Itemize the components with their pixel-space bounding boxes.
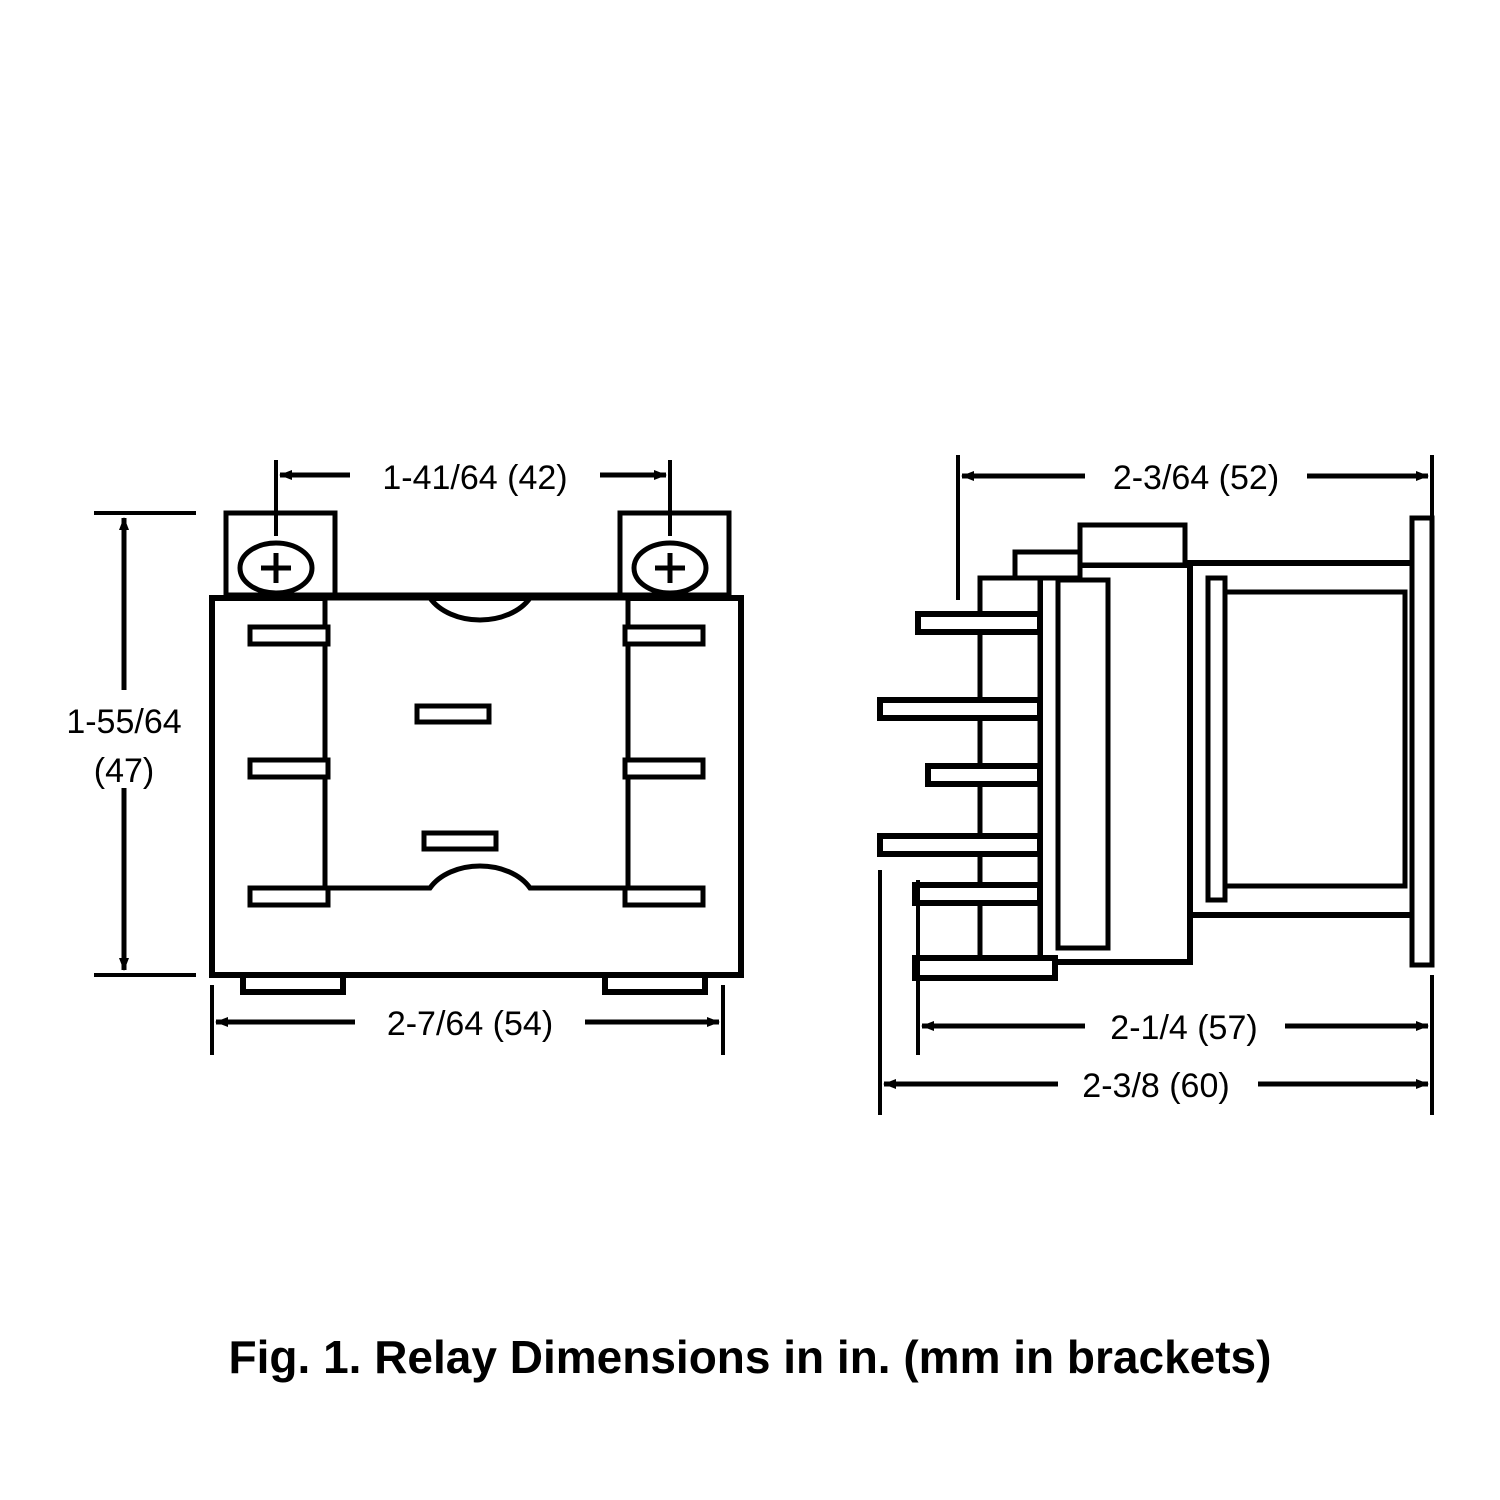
side-top-shoulder bbox=[1015, 552, 1080, 578]
side-cover-outer-edge bbox=[1412, 518, 1432, 965]
side-body-inner-rib bbox=[1058, 580, 1108, 948]
front-top-width-label: 1-41/64 (42) bbox=[382, 459, 568, 497]
front-terminal-slot bbox=[250, 627, 328, 644]
side-terminal-pin bbox=[880, 700, 1040, 718]
side-terminal-pin bbox=[918, 614, 1040, 632]
front-right-foot bbox=[605, 975, 705, 992]
front-terminal-slot bbox=[625, 627, 703, 644]
side-inner-depth-label: 2-1/4 (57) bbox=[1110, 1009, 1258, 1047]
side-terminal-pin bbox=[928, 766, 1040, 784]
side-view-group bbox=[880, 455, 1432, 1115]
front-terminal-slot bbox=[250, 888, 328, 905]
front-height-label: 1-55/64 bbox=[66, 703, 182, 741]
side-terminal-pin bbox=[915, 958, 1055, 978]
front-height-label-mm: (47) bbox=[93, 752, 155, 790]
front-terminal-slot bbox=[625, 888, 703, 905]
side-terminal-pin bbox=[880, 836, 1040, 854]
side-cover-inner-left-rib bbox=[1208, 578, 1225, 900]
front-left-foot bbox=[243, 975, 343, 992]
side-terminal-pin bbox=[915, 885, 1040, 903]
side-outer-depth-label: 2-3/8 (60) bbox=[1082, 1067, 1230, 1105]
front-view-group bbox=[45, 455, 741, 1055]
side-cover-inner-panel bbox=[1225, 592, 1405, 886]
figure-caption: Fig. 1. Relay Dimensions in in. (mm in brackets) bbox=[228, 1331, 1272, 1383]
side-top-width-label: 2-3/64 (52) bbox=[1112, 459, 1280, 497]
front-center-slot bbox=[417, 706, 489, 722]
front-terminal-slot bbox=[625, 760, 703, 777]
front-bottom-width-label: 2-7/64 (54) bbox=[386, 1005, 554, 1043]
front-terminal-slot bbox=[250, 760, 328, 777]
side-top-step bbox=[1080, 525, 1185, 565]
front-center-slot bbox=[424, 833, 496, 849]
